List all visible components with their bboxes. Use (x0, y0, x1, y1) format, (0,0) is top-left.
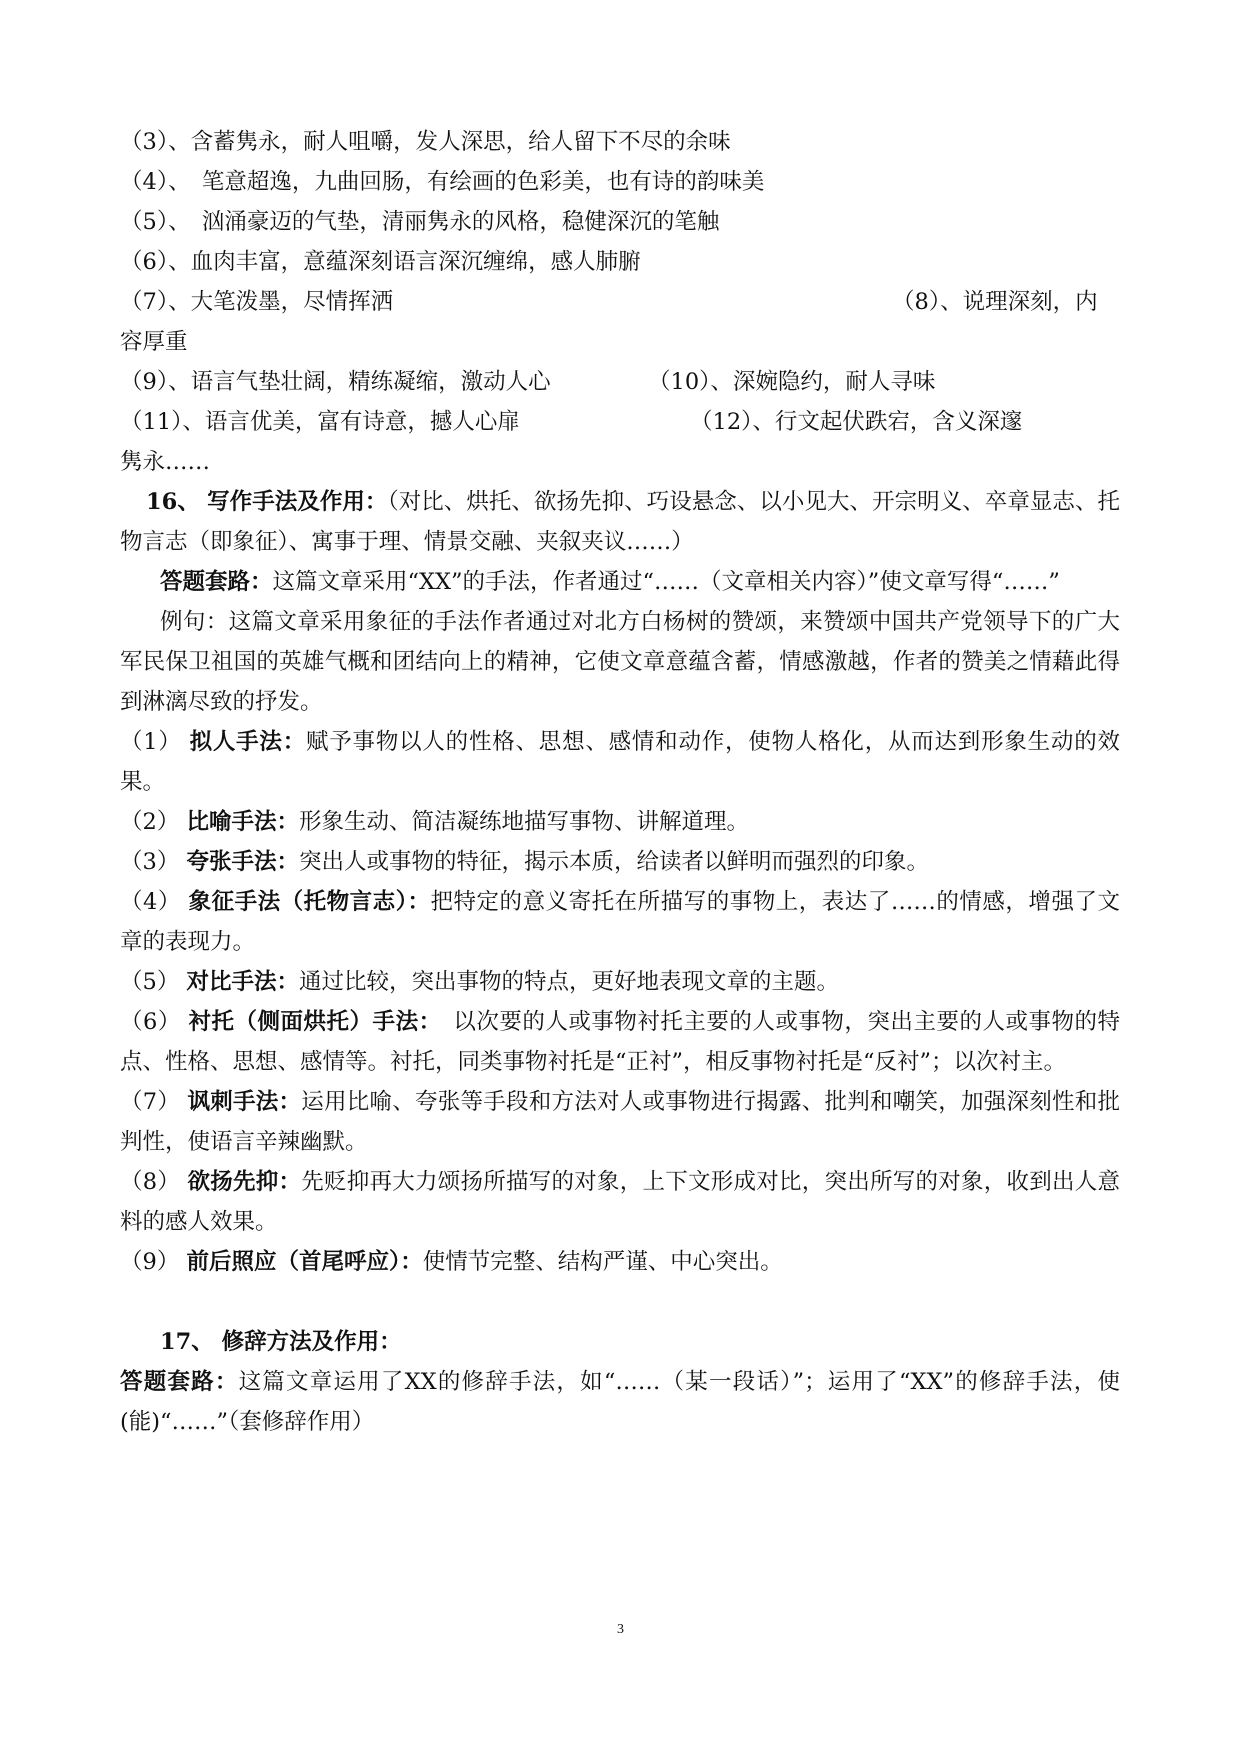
technique-description: 先贬抑再大力颂扬所描写的对象，上下文形成对比，突出所写的对象，收到出人意料的感人效果。 (120, 1169, 1120, 1235)
list-item-8: （8）、说理深刻，内 (892, 289, 1098, 315)
list-item: （3）、含蓄隽永，耐人咀嚼，发人深思，给人留下不尽的余味 (120, 129, 731, 155)
list-row-9-10 (120, 362, 1120, 402)
list-row-11-12 (120, 402, 1120, 442)
technique-term: 欲扬先抑： (187, 1169, 302, 1195)
list-item-7: （7）、大笔泼墨，尽情挥洒 (120, 289, 394, 315)
section-title: 写作手法及作用： (207, 489, 388, 515)
technique-term: 对比手法： (186, 969, 299, 995)
technique-item (120, 1242, 1120, 1282)
technique-term: 讽刺手法： (187, 1089, 302, 1115)
item-number: （1） (120, 729, 182, 755)
item-number: （6） (120, 1009, 181, 1035)
technique-item (120, 842, 1120, 882)
section-spacer (120, 1282, 1120, 1322)
item-number: （8） (120, 1169, 181, 1195)
technique-term: 拟人手法： (189, 729, 306, 755)
section-intro: （对比、烘托、欲扬先抑、巧设悬念、以小见大、开宗明义、卒章显志、托物言志（即象征）、寓事于理、情景交融、夹叙夹议……） (120, 489, 1120, 555)
technique-term: 象征手法（托物言志）： (188, 889, 431, 915)
technique-description: 使情节完整、结构严谨、中心突出。 (422, 1249, 783, 1275)
item-number: （7） (120, 1089, 181, 1115)
technique-description: 形象生动、简洁凝练地描写事物、讲解道理。 (299, 809, 750, 835)
list-item-12: （12）、行文起伏跌宕，含义深邃 (690, 409, 1023, 435)
technique-item (120, 722, 1120, 802)
list-item-8-continued: 容厚重 (120, 329, 188, 355)
answer-routine (120, 1362, 1120, 1442)
item-number: （9） (120, 1249, 180, 1275)
answer-routine-label: 答题套路： (160, 569, 273, 595)
list-item-12-continued: 隽永…… (120, 449, 211, 475)
item-number: （3） (120, 849, 180, 875)
list-item-10: （10）、深婉隐约，耐人寻味 (648, 369, 936, 395)
document-page (120, 122, 1120, 1442)
technique-description: 赋予事物以人的性格、思想、感情和动作，使物人格化，从而达到形象生动的效果。 (120, 729, 1120, 795)
section-16-heading (120, 482, 1120, 562)
technique-term: 衬托（侧面烘托）手法： (188, 1009, 431, 1035)
page-number: 3 (617, 1622, 624, 1637)
list-item: （6）、血肉丰富，意蕴深刻语言深沉缠绵，感人肺腑 (120, 249, 641, 275)
technique-item (120, 1162, 1120, 1242)
section-17-heading (120, 1322, 1120, 1362)
item-number: （4） (120, 889, 181, 915)
technique-term: 比喻手法： (186, 809, 299, 835)
example-paragraph: 例句：这篇文章采用象征的手法作者通过对北方白杨树的赞颂，来赞颂中国共产党领导下的广大军民保卫祖国的英雄气概和团结向上的精神，它使文章意蕴含蓄，情感激越，作者的赞美之情藉此得到淋漓尽致的抒发。 (120, 609, 1120, 715)
technique-description: 以次要的人或事物衬托主要的人或事物，突出主要的人或事物的特点、性格、思想、感情等。衬托，同类事物衬托是“正衬”，相反事物衬托是“反衬”；以次衬主。 (120, 1009, 1120, 1075)
list-item: （5）、 汹涌豪迈的气垫，清丽隽永的风格，稳健深沉的笔触 (120, 209, 720, 235)
answer-routine (120, 562, 1120, 602)
answer-routine-text: 这篇文章采用“XX”的手法，作者通过“……（文章相关内容）”使文章写得“……” (272, 569, 1060, 595)
technique-item (120, 882, 1120, 962)
technique-description: 把特定的意义寄托在所描写的事物上，表达了……的情感，增强了文章的表现力。 (120, 889, 1120, 955)
technique-description: 通过比较，突出事物的特点，更好地表现文章的主题。 (299, 969, 840, 995)
list-item-9: （9）、语言气垫壮阔，精练凝缩，激动人心 (120, 369, 551, 395)
list-item-11: （11）、语言优美，富有诗意，撼人心扉 (120, 409, 520, 435)
technique-term: 夸张手法： (186, 849, 299, 875)
list-row-7-8 (120, 282, 1120, 322)
item-number: （5） (120, 969, 180, 995)
item-number: （2） (120, 809, 180, 835)
section-number: 16、 (146, 489, 200, 515)
technique-item (120, 1082, 1120, 1162)
technique-item (120, 802, 1120, 842)
answer-routine-label: 答题套路： (120, 1369, 239, 1395)
technique-description: 运用比喻、夸张等手段和方法对人或事物进行揭露、批判和嘲笑，加强深刻性和批判性，使语言辛辣幽默。 (120, 1089, 1120, 1155)
technique-item (120, 962, 1120, 1002)
technique-item (120, 1002, 1120, 1082)
section-title: 修辞方法及作用： (221, 1329, 402, 1355)
section-number: 17、 (160, 1329, 214, 1355)
answer-routine-text: 这篇文章运用了XX的修辞手法，如“……（某一段话）”；运用了“XX”的修辞手法，使(能)“……”（套修辞作用） (120, 1369, 1120, 1435)
list-item: （4）、 笔意超逸，九曲回肠，有绘画的色彩美，也有诗的韵味美 (120, 169, 765, 195)
technique-term: 前后照应（首尾呼应）： (186, 1249, 423, 1275)
technique-description: 突出人或事物的特征，揭示本质，给读者以鲜明而强烈的印象。 (299, 849, 930, 875)
